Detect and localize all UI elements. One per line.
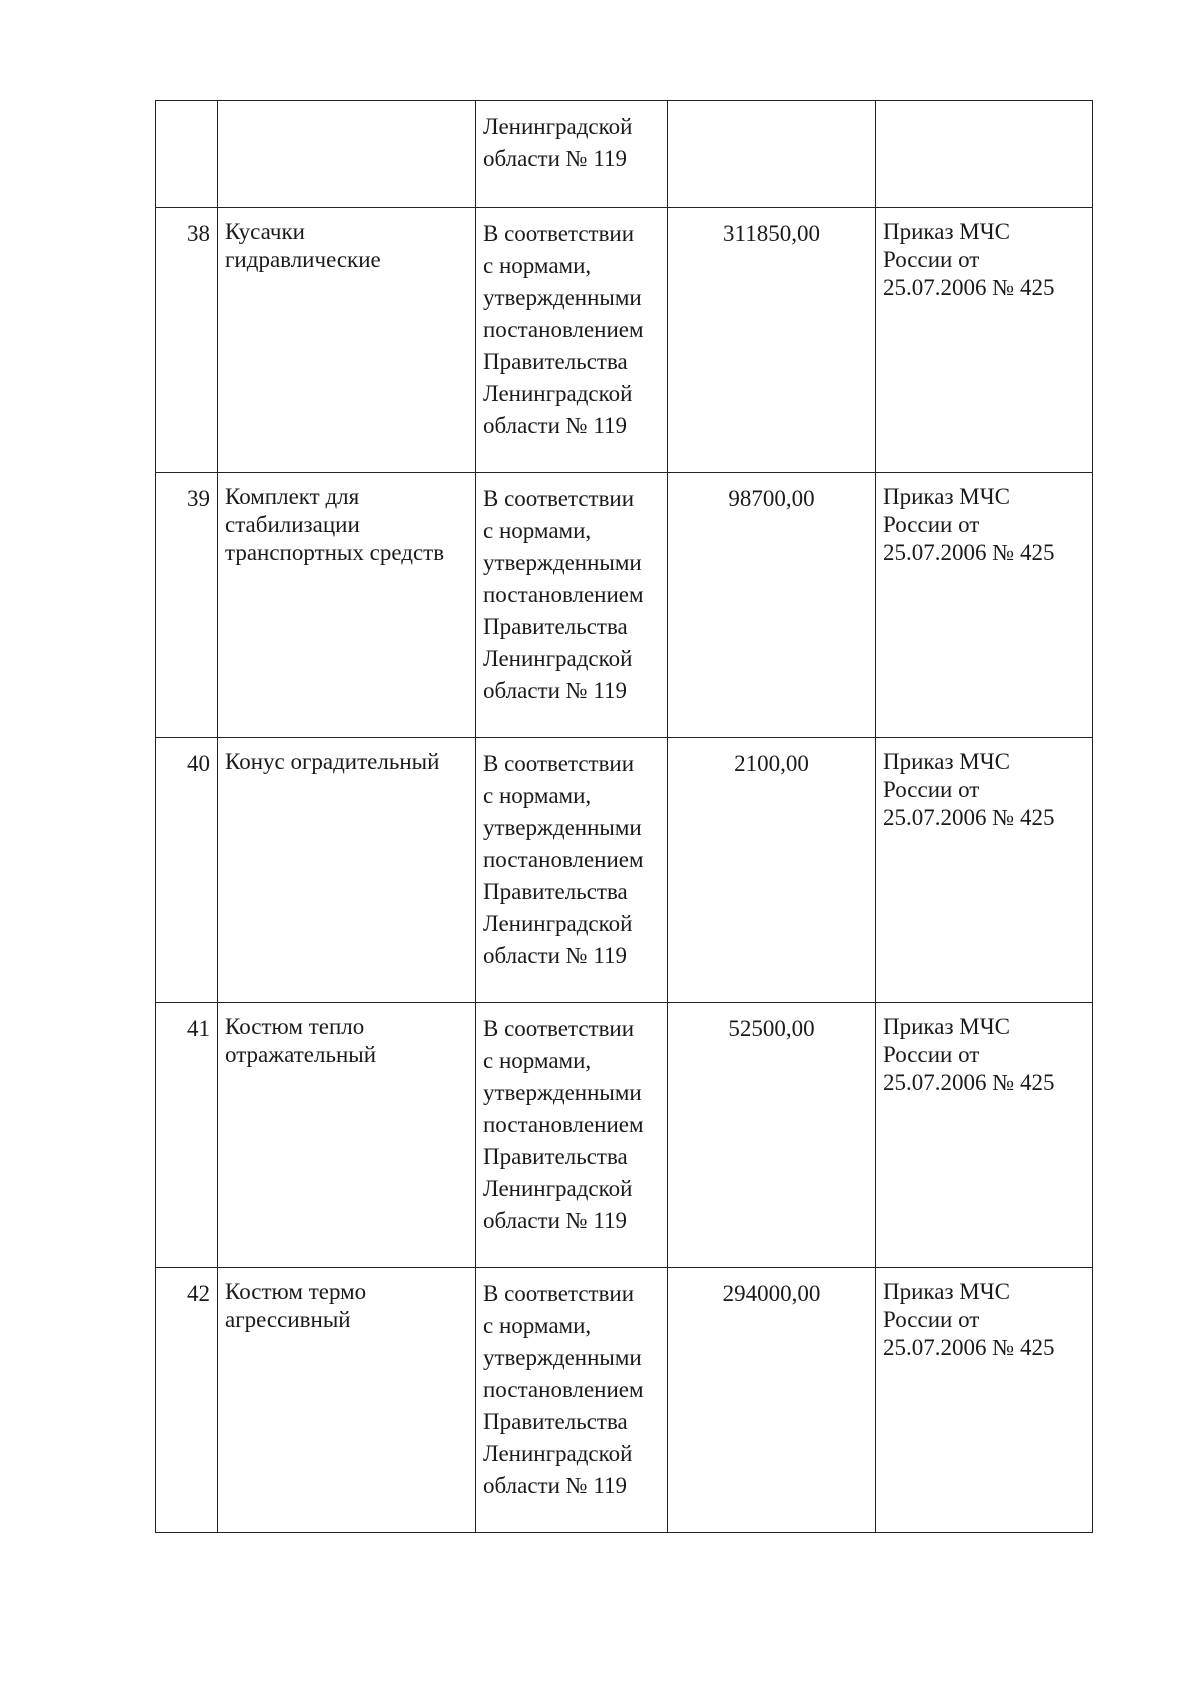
norm-line: с нормами,	[483, 253, 592, 278]
norm-line: постановлением	[483, 847, 644, 872]
table-row	[156, 738, 1093, 1003]
equipment-table	[155, 100, 1093, 1533]
cell-price	[668, 101, 876, 208]
basis-line: Приказ МЧС	[883, 1014, 1011, 1039]
basis-line: 25.07.2006 № 425	[883, 805, 1055, 830]
norm-line: утвержденными	[483, 1345, 642, 1370]
cell-norm	[476, 738, 668, 1003]
table-row	[156, 1268, 1093, 1533]
name-line: транспортных средств	[225, 540, 445, 565]
norm-line: В соответствии	[483, 486, 635, 511]
cell-basis	[876, 1268, 1093, 1533]
norm-line: области № 119	[483, 1473, 627, 1498]
norm-line: постановлением	[483, 582, 644, 607]
name-line: гидравлические	[225, 247, 381, 272]
norm-line: области № 119	[483, 943, 627, 968]
norm-line: Правительства	[483, 614, 628, 639]
cell-basis	[876, 1003, 1093, 1268]
norm-line: Правительства	[483, 1144, 628, 1169]
cell-name	[218, 208, 476, 473]
cell-name	[218, 101, 476, 208]
norm-line: постановлением	[483, 317, 644, 342]
cell-number: 40	[156, 738, 218, 1003]
norm-line: Правительства	[483, 879, 628, 904]
cell-number: 41	[156, 1003, 218, 1268]
cell-basis	[876, 738, 1093, 1003]
cell-name	[218, 738, 476, 1003]
norm-line: В соответствии	[483, 1016, 635, 1041]
norm-line: постановлением	[483, 1112, 644, 1137]
norm-line: области № 119	[483, 413, 627, 438]
name-line: Комплект для	[225, 484, 360, 509]
norm-line: области № 119	[483, 678, 627, 703]
cell-norm	[476, 1003, 668, 1268]
cell-name	[218, 473, 476, 738]
basis-line: Приказ МЧС	[883, 1279, 1011, 1304]
cell-price: 52500,00	[668, 1003, 876, 1268]
norm-line: Ленинградской	[483, 1176, 633, 1201]
name-line: Конус оградительный	[225, 749, 440, 774]
cell-norm	[476, 473, 668, 738]
name-line: стабилизации	[225, 512, 360, 537]
cell-number	[156, 101, 218, 208]
norm-line: Ленинградской	[483, 381, 633, 406]
cell-name	[218, 1003, 476, 1268]
basis-line: Приказ МЧС	[883, 219, 1011, 244]
cell-norm	[476, 208, 668, 473]
basis-line: России от	[883, 512, 980, 537]
table-body	[156, 101, 1093, 1533]
cell-price: 98700,00	[668, 473, 876, 738]
table-row-continuation	[156, 101, 1093, 208]
norm-line: утвержденными	[483, 815, 642, 840]
name-line: Костюм термо	[225, 1279, 367, 1304]
basis-line: 25.07.2006 № 425	[883, 275, 1055, 300]
norm-line: утвержденными	[483, 1080, 642, 1105]
basis-line: Приказ МЧС	[883, 484, 1011, 509]
basis-line: России от	[883, 1042, 980, 1067]
name-line: Костюм тепло	[225, 1014, 365, 1039]
norm-line: с нормами,	[483, 1048, 592, 1073]
basis-line: 25.07.2006 № 425	[883, 540, 1055, 565]
cell-norm	[476, 101, 668, 208]
basis-line: Приказ МЧС	[883, 749, 1011, 774]
table-row	[156, 473, 1093, 738]
norm-line: В соответствии	[483, 751, 635, 776]
cell-number: 38	[156, 208, 218, 473]
cell-basis	[876, 473, 1093, 738]
norm-line: Правительства	[483, 349, 628, 374]
norm-line: Ленинградской	[483, 911, 633, 936]
cell-name	[218, 1268, 476, 1533]
table-row	[156, 1003, 1093, 1268]
cell-number: 39	[156, 473, 218, 738]
norm-line: утвержденными	[483, 285, 642, 310]
name-line: отражательный	[225, 1042, 377, 1067]
basis-line: России от	[883, 247, 980, 272]
norm-line: Ленинградской	[483, 114, 633, 139]
norm-line: с нормами,	[483, 1313, 592, 1338]
name-line: агрессивный	[225, 1307, 351, 1332]
norm-line: постановлением	[483, 1377, 644, 1402]
norm-line: В соответствии	[483, 221, 635, 246]
norm-line: утвержденными	[483, 550, 642, 575]
norm-line: Правительства	[483, 1409, 628, 1434]
norm-line: с нормами,	[483, 518, 592, 543]
cell-norm	[476, 1268, 668, 1533]
basis-line: России от	[883, 777, 980, 802]
cell-price: 2100,00	[668, 738, 876, 1003]
basis-line: России от	[883, 1307, 980, 1332]
norm-line: В соответствии	[483, 1281, 635, 1306]
name-line: Кусачки	[225, 219, 305, 244]
basis-line: 25.07.2006 № 425	[883, 1070, 1055, 1095]
cell-price: 311850,00	[668, 208, 876, 473]
norm-line: области № 119	[483, 146, 627, 171]
norm-line: области № 119	[483, 1208, 627, 1233]
table-row	[156, 208, 1093, 473]
cell-price: 294000,00	[668, 1268, 876, 1533]
norm-line: Ленинградской	[483, 1441, 633, 1466]
norm-line: с нормами,	[483, 783, 592, 808]
cell-basis	[876, 101, 1093, 208]
basis-line: 25.07.2006 № 425	[883, 1335, 1055, 1360]
cell-number: 42	[156, 1268, 218, 1533]
norm-line: Ленинградской	[483, 646, 633, 671]
cell-basis	[876, 208, 1093, 473]
